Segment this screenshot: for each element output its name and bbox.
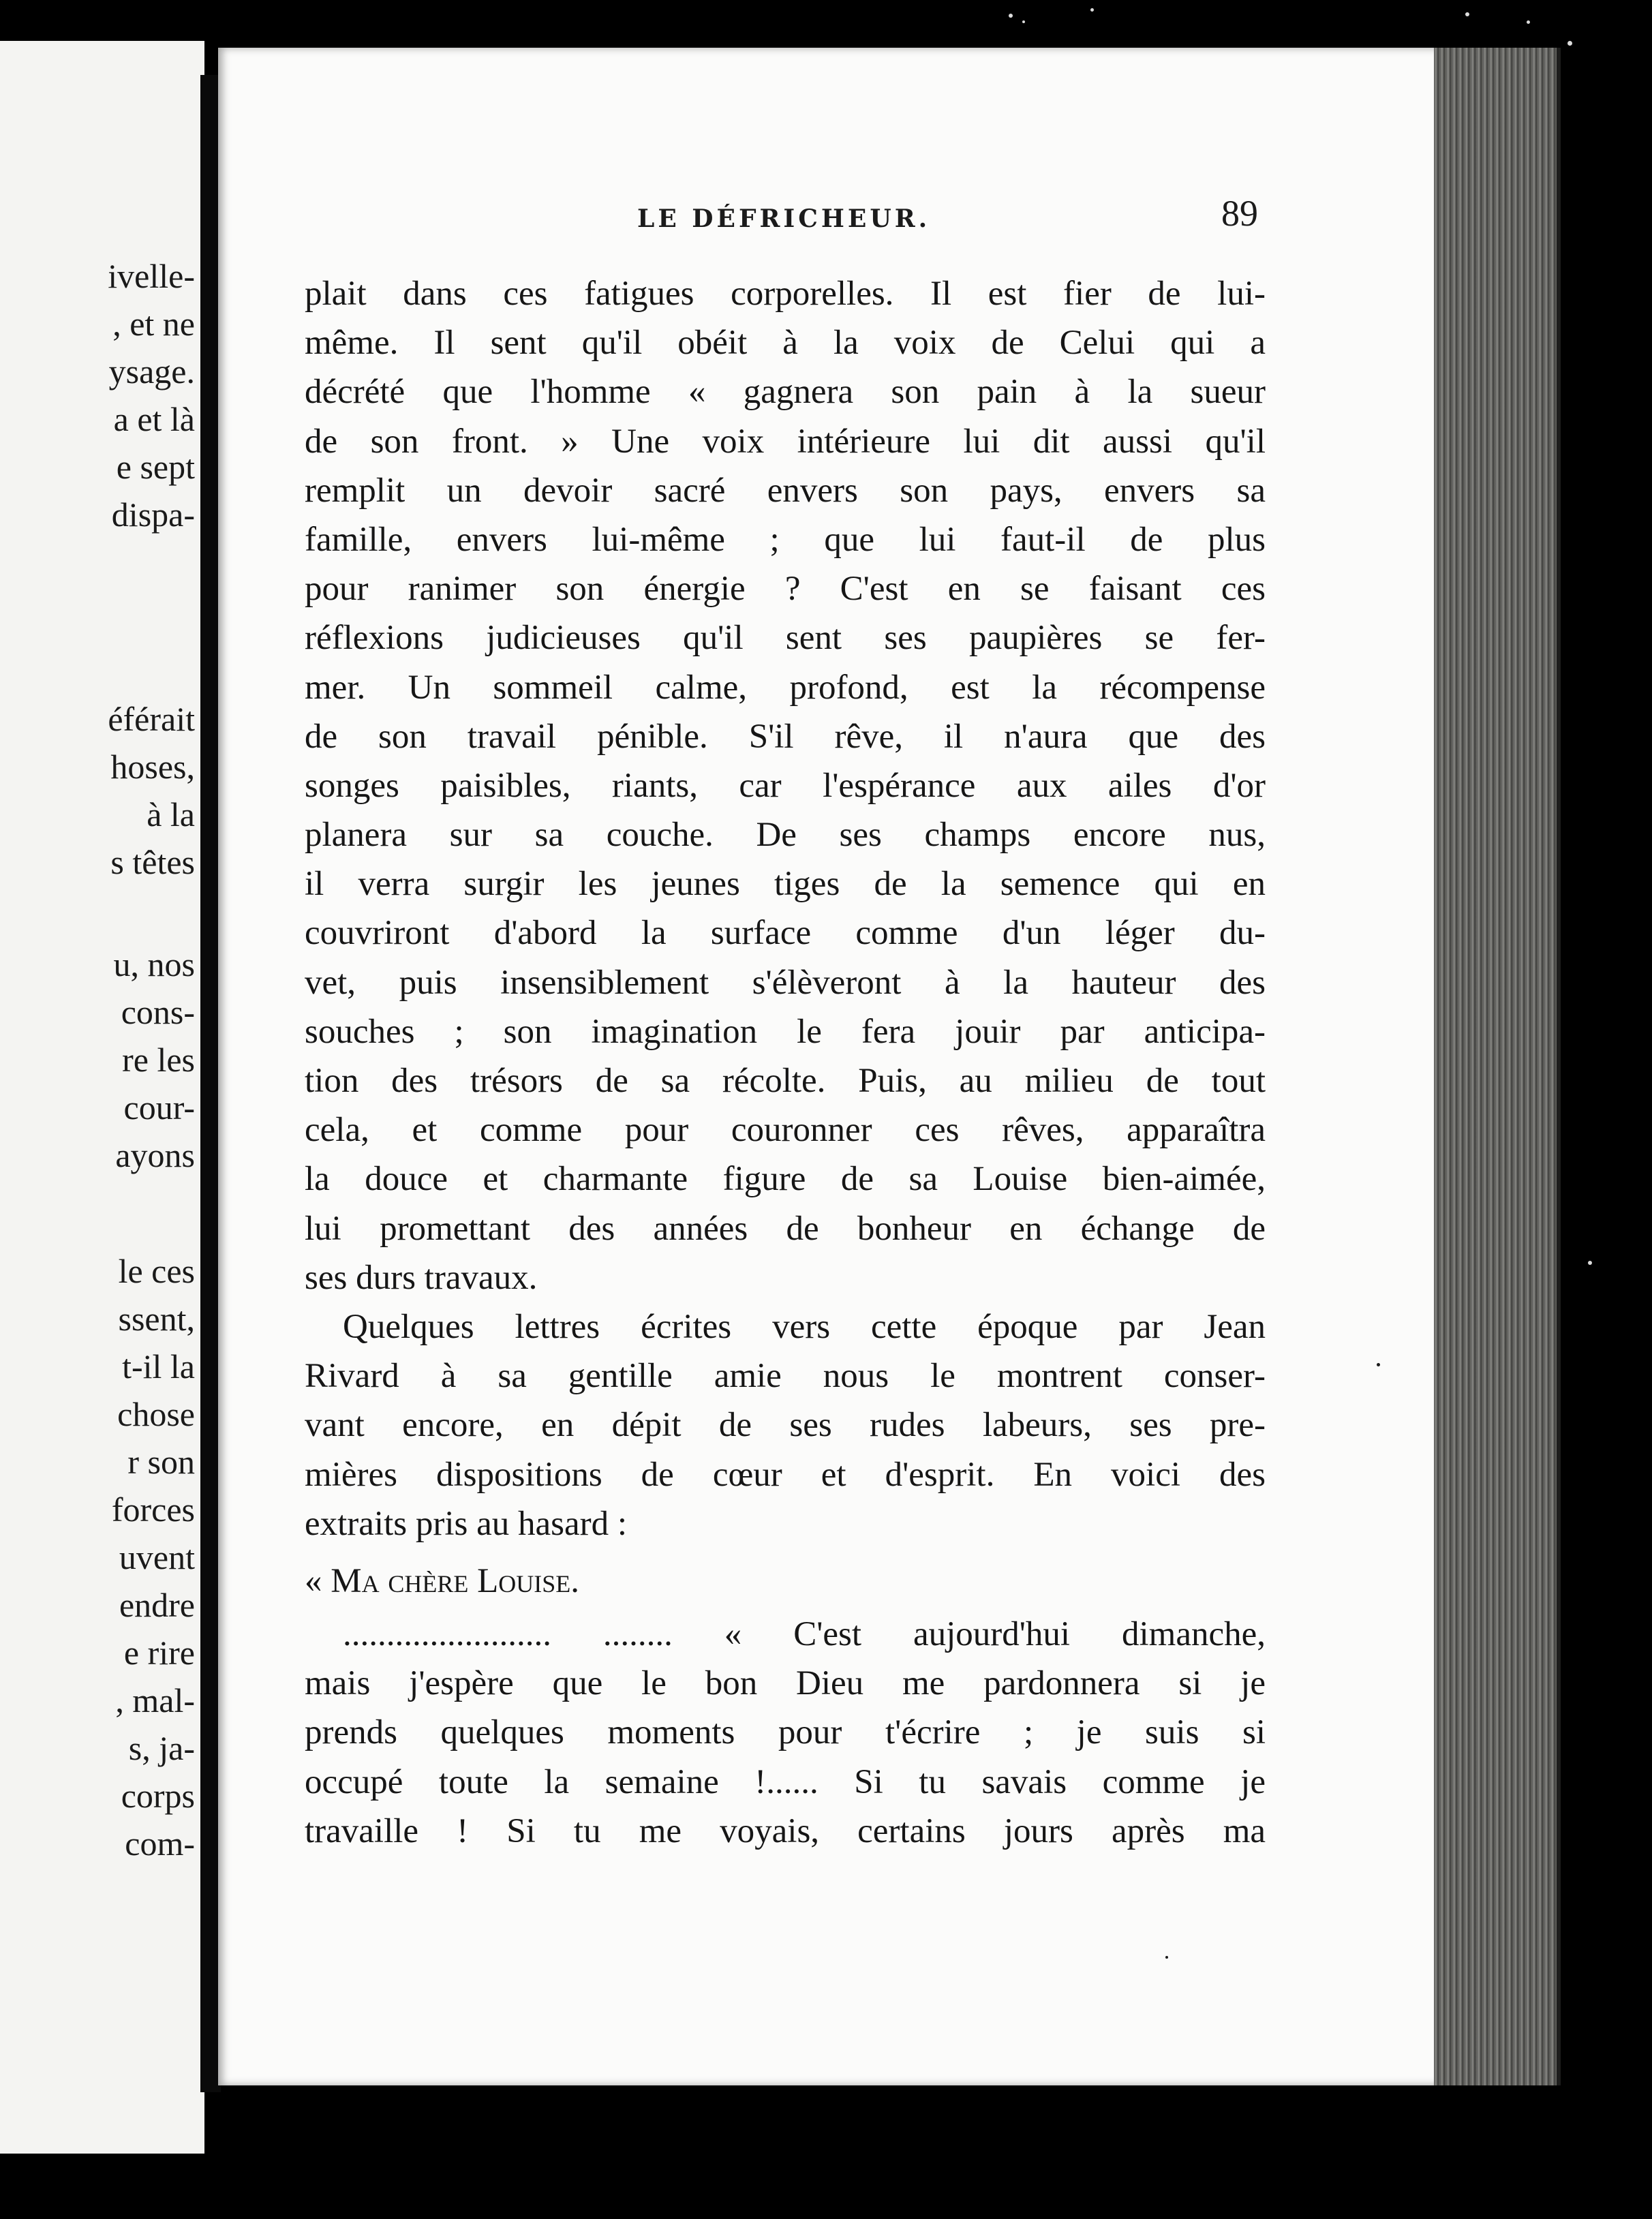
body-text [305, 269, 1266, 1856]
text-line: réflexions judicieuses qu'il sent ses paupières se fer- [305, 619, 1266, 658]
text-line: travaille ! Si tu me voyais, certains jours après ma [305, 1811, 1266, 1850]
text-line: de son front. » Une voix intérieure lui dit aussi qu'il [305, 422, 1266, 461]
text-line: planera sur sa couche. De ses champs encore nus, [305, 816, 1266, 855]
left-page-fragment: cour- [123, 1088, 195, 1127]
scan-speck [1377, 1363, 1380, 1366]
left-page-fragment: , mal- [115, 1681, 195, 1719]
left-page-fragment: e rire [123, 1634, 195, 1672]
left-page-fragment: t-il la [122, 1347, 195, 1386]
scan-speck [1567, 41, 1572, 46]
left-page-fragment: s, ja- [128, 1729, 195, 1767]
text-line: de son travail pénible. S'il rêve, il n'aura que des [305, 717, 1266, 756]
text-line: ........................ ........ « C'est aujourd'hui dimanche, [343, 1615, 1266, 1654]
scan-speck [1009, 14, 1013, 18]
text-line: il verra surgir les jeunes tiges de la semence qui en [305, 865, 1266, 904]
text-line: mières dispositions de cœur et d'esprit. En voici des [305, 1455, 1266, 1494]
text-line: mer. Un sommeil calme, profond, est la récompense [305, 668, 1266, 707]
left-page-fragment: ayons [115, 1136, 195, 1174]
left-page-fragment: éférait [108, 700, 195, 738]
text-line: cela, et comme pour couronner ces rêves, apparaîtra [305, 1111, 1266, 1150]
text-line: plait dans ces fatigues corporelles. Il est fier de lui- [305, 275, 1266, 313]
left-page-fragment: forces [111, 1490, 195, 1529]
text-line: couvriront d'abord la surface comme d'un léger du- [305, 914, 1266, 953]
text-line: remplit un devoir sacré envers son pays, envers sa [305, 471, 1266, 510]
text-line: Rivard à sa gentille amie nous le montrent conser- [305, 1357, 1266, 1396]
left-page-fragment: endre [119, 1586, 195, 1624]
left-page-fragment: e sept [116, 448, 195, 486]
scan-speck [1090, 8, 1094, 12]
scan-speck [1527, 20, 1530, 24]
text-line: ses durs travaux. [305, 1258, 538, 1297]
text-line: la douce et charmante figure de sa Louise bien-aimée, [305, 1160, 1266, 1199]
text-line: souches ; son imagination le fera jouir par anticipa- [305, 1012, 1266, 1051]
left-page-fragment: re les [122, 1041, 195, 1079]
text-line: prends quelques moments pour t'écrire ; je suis si [305, 1713, 1266, 1752]
left-page-fragment: ysage. [108, 352, 195, 391]
text-line: tion des trésors de sa récolte. Puis, au milieu de tout [305, 1062, 1266, 1100]
scan-speck [1588, 1261, 1592, 1265]
left-page-fragment: cons- [121, 993, 195, 1031]
left-page-fragment: hoses, [110, 748, 195, 786]
scan-speck [1165, 1956, 1168, 1959]
previous-page [0, 41, 204, 2154]
left-page-fragment: uvent [119, 1538, 195, 1576]
running-head: LE DÉFRICHEUR. [637, 204, 931, 233]
text-line: même. Il sent qu'il obéit à la voix de Celui qui a [305, 324, 1266, 363]
scan-speck [1465, 12, 1469, 16]
text-line: famille, envers lui-même ; que lui faut-il de plus [305, 520, 1266, 559]
left-page-fragment: com- [125, 1824, 195, 1863]
text-line: pour ranimer son énergie ? C'est en se faisant ces [305, 570, 1266, 609]
text-line: songes paisibles, riants, car l'espérance aux ailes d'or [305, 766, 1266, 805]
scan-speck [1022, 20, 1025, 23]
left-page-fragment: dispa- [111, 495, 195, 534]
left-page-fragment: u, nos [113, 945, 195, 983]
left-page-fragment: ivelle- [108, 257, 195, 295]
text-line: mais j'espère que le bon Dieu me pardonnera si je [305, 1664, 1266, 1703]
text-line: occupé toute la semaine !...... Si tu savais comme je [305, 1762, 1266, 1801]
left-page-fragment: ssent, [118, 1300, 195, 1338]
letter-salutation: « Ma chère Louise. [305, 1561, 579, 1600]
left-page-fragment: le ces [118, 1252, 195, 1290]
page-number: 89 [1221, 193, 1258, 234]
page-edges [1434, 48, 1561, 2085]
left-page-fragment: , et ne [112, 305, 195, 343]
text-line: vet, puis insensiblement s'élèveront à la hauteur des [305, 963, 1266, 1002]
text-line: Quelques lettres écrites vers cette époque par Jean [343, 1307, 1266, 1346]
text-line: lui promettant des années de bonheur en échange de [305, 1209, 1266, 1248]
left-page-fragment: s têtes [110, 843, 195, 881]
left-page-fragment: à la [147, 795, 195, 833]
text-line: décrété que l'homme « gagnera son pain à la sueur [305, 373, 1266, 412]
left-page-fragment: a et là [113, 400, 195, 438]
left-page-fragment: corps [121, 1777, 195, 1815]
text-line: extraits pris au hasard : [305, 1504, 628, 1543]
left-page-fragment: r son [127, 1443, 195, 1481]
left-page-fragment: chose [117, 1395, 195, 1433]
text-line: vant encore, en dépit de ses rudes labeurs, ses pre- [305, 1406, 1266, 1445]
